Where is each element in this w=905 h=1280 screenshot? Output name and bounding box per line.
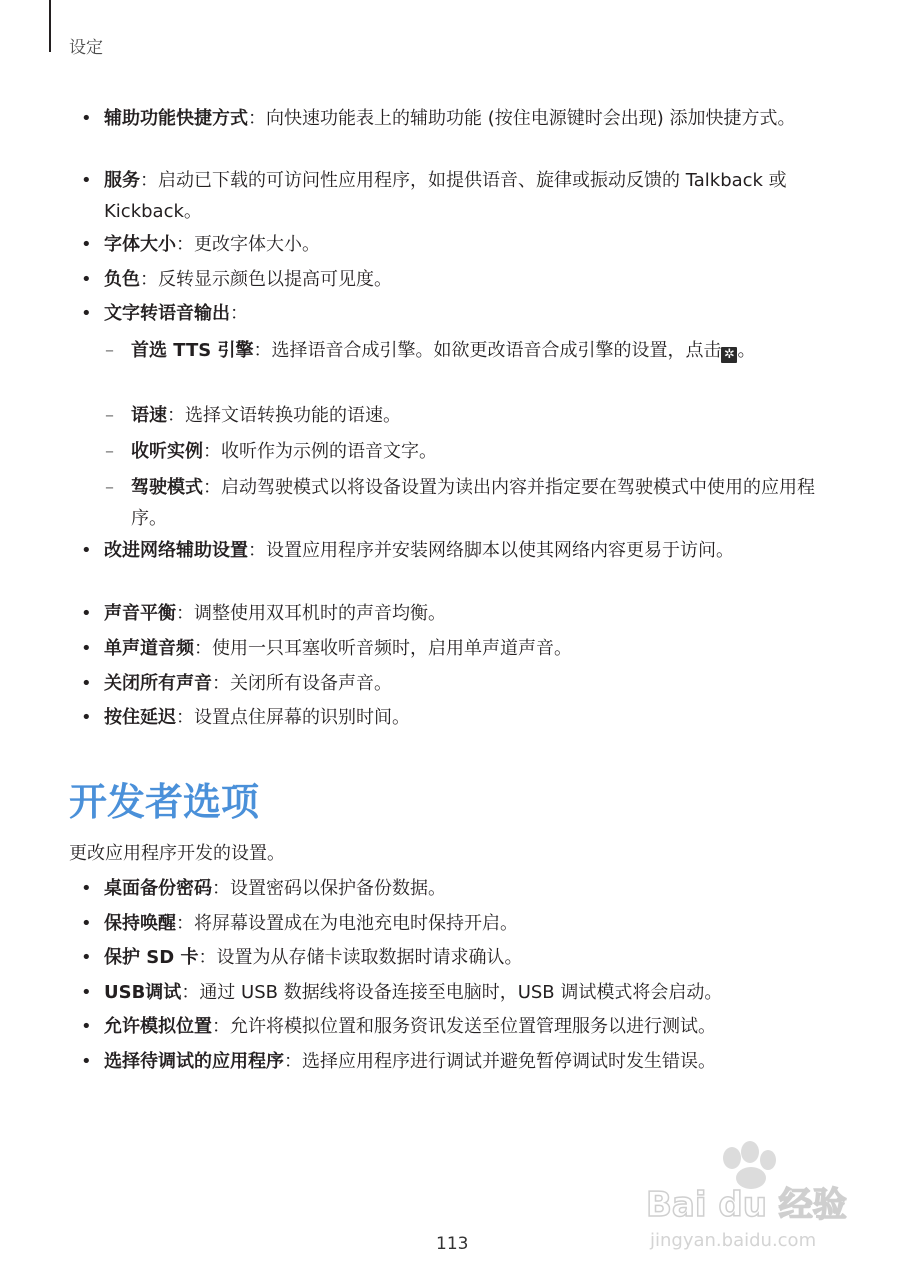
watermark-brand: Bai du 经验 — [646, 1185, 847, 1225]
item-description: 选择文语转换功能的语速。 — [185, 405, 401, 426]
sub-list-item — [105, 400, 841, 431]
item-description: 反转显示颜色以提高可见度。 — [158, 269, 392, 290]
item-term: 收听实例 — [131, 441, 203, 462]
list-item — [81, 633, 839, 664]
list-item — [81, 908, 839, 939]
item-term: 允许模拟位置 — [104, 1016, 212, 1037]
settings-gear-icon: ✲ — [721, 347, 737, 363]
dash-mark: – — [105, 441, 114, 462]
item-description: 启动驾驶模式以将设备设置为读出内容并指定要在驾驶模式中使用的应用程序。 — [131, 477, 815, 529]
item-term: 字体大小 — [104, 234, 176, 255]
header-section-label: 设定 — [69, 38, 103, 58]
item-term: 保护 SD 卡 — [104, 947, 199, 968]
bullet-dot: • — [81, 303, 92, 324]
bullet-dot: • — [81, 878, 92, 899]
item-description: 更改字体大小。 — [194, 234, 320, 255]
page-number: 113 — [436, 1234, 469, 1254]
dash-mark: – — [105, 477, 114, 498]
item-separator: ： — [248, 108, 266, 129]
item-description: 使用一只耳塞收听音频时，启用单声道声音。 — [212, 638, 572, 659]
item-description: 选择语音合成引擎。如欲更改语音合成引擎的设置，点击 — [271, 340, 722, 361]
item-separator: ： — [212, 878, 230, 899]
item-description: 设置为从存储卡读取数据时请求确认。 — [216, 947, 523, 968]
list-item — [81, 1046, 839, 1077]
list-item — [81, 229, 839, 260]
list-item — [81, 873, 839, 904]
item-separator: ： — [203, 441, 221, 462]
item-term: 首选 TTS 引擎 — [131, 340, 254, 361]
list-item — [81, 264, 839, 295]
item-term: 负色 — [104, 269, 140, 290]
item-suffix: 。 — [737, 340, 756, 361]
sub-list-item — [105, 335, 841, 366]
item-term: 辅助功能快捷方式 — [104, 108, 248, 129]
item-term: 服务 — [104, 170, 140, 191]
item-description: 向快速功能表上的辅助功能 (按住电源键时会出现) 添加快捷方式。 — [266, 108, 796, 129]
item-term: 改进网络辅助设置 — [104, 540, 248, 561]
header-rule — [49, 0, 51, 52]
section-title: 开发者选项 — [69, 780, 260, 824]
list-item — [81, 598, 839, 629]
item-term: 选择待调试的应用程序 — [104, 1051, 284, 1072]
bullet-dot: • — [81, 108, 92, 129]
item-separator: ： — [140, 269, 158, 290]
item-description: 启动已下载的可访问性应用程序，如提供语音、旋律或振动反馈的 Talkback 或 Kickback。 — [104, 170, 787, 222]
list-item — [81, 165, 839, 227]
bullet-dot: • — [81, 1016, 92, 1037]
list-item — [81, 942, 839, 973]
item-separator: ： — [194, 638, 212, 659]
section-intro: 更改应用程序开发的设置。 — [69, 843, 285, 864]
bullet-dot: • — [81, 982, 92, 1003]
dash-mark: – — [105, 405, 114, 426]
item-term: 关闭所有声音 — [104, 673, 212, 694]
bullet-dot: • — [81, 603, 92, 624]
item-description: 调整使用双耳机时的声音均衡。 — [194, 603, 446, 624]
item-description: 设置密码以保护备份数据。 — [230, 878, 446, 899]
list-item — [81, 535, 839, 566]
item-separator: ： — [198, 947, 217, 968]
item-separator: ： — [203, 477, 221, 498]
item-term: USB调试 — [104, 982, 182, 1003]
item-description: 通过 USB 数据线将设备连接至电脑时，USB 调试模式将会启动。 — [199, 982, 723, 1003]
item-term: 桌面备份密码 — [104, 878, 212, 899]
watermark-url: jingyan.baidu.com — [650, 1230, 817, 1251]
list-item — [81, 668, 839, 699]
paw-logo-icon — [723, 1141, 776, 1189]
item-term: 驾驶模式 — [131, 477, 203, 498]
item-term: 声音平衡 — [104, 603, 176, 624]
bullet-dot: • — [81, 673, 92, 694]
list-item — [81, 298, 839, 329]
item-description: 设置应用程序并安装网络脚本以使其网络内容更易于访问。 — [266, 540, 734, 561]
list-item — [81, 1011, 839, 1042]
list-item — [81, 103, 839, 134]
item-separator: ： — [248, 540, 266, 561]
item-separator: ： — [176, 234, 194, 255]
bullet-dot: • — [81, 540, 92, 561]
bullet-dot: • — [81, 638, 92, 659]
item-separator: ： — [176, 913, 194, 934]
item-description: 设置点住屏幕的识别时间。 — [194, 707, 410, 728]
bullet-dot: • — [81, 269, 92, 290]
item-description: 关闭所有设备声音。 — [230, 673, 392, 694]
item-description: 选择应用程序进行调试并避免暂停调试时发生错误。 — [302, 1051, 716, 1072]
item-description: 收听作为示例的语音文字。 — [221, 441, 437, 462]
item-description: 允许将模拟位置和服务资讯发送至位置管理服务以进行测试。 — [230, 1016, 716, 1037]
item-description: 将屏幕设置成在为电池充电时保持开启。 — [194, 913, 518, 934]
item-separator: ： — [212, 673, 230, 694]
item-term: 语速 — [131, 405, 167, 426]
bullet-dot: • — [81, 234, 92, 255]
item-term: 文字转语音输出 — [104, 303, 230, 324]
item-separator: ： — [181, 982, 200, 1003]
bullet-dot: • — [81, 1051, 92, 1072]
item-separator: ： — [176, 603, 194, 624]
item-separator: ： — [167, 405, 185, 426]
dash-mark: – — [105, 340, 114, 361]
bullet-dot: • — [81, 947, 92, 968]
item-separator: ： — [284, 1051, 302, 1072]
item-term: 保持唤醒 — [104, 913, 176, 934]
sub-list-item — [105, 472, 841, 534]
baidu-jingyan-watermark — [640, 1140, 860, 1255]
item-separator: ： — [176, 707, 194, 728]
bullet-dot: • — [81, 913, 92, 934]
item-separator: ： — [212, 1016, 230, 1037]
list-item — [81, 702, 839, 733]
sub-list-item — [105, 436, 841, 467]
item-term: 单声道音频 — [104, 638, 194, 659]
item-separator: ： — [253, 340, 272, 361]
item-separator: ： — [140, 170, 158, 191]
item-term: 按住延迟 — [104, 707, 176, 728]
bullet-dot: • — [81, 170, 92, 191]
bullet-dot: • — [81, 707, 92, 728]
item-separator: ： — [230, 303, 248, 324]
list-item — [81, 977, 839, 1008]
